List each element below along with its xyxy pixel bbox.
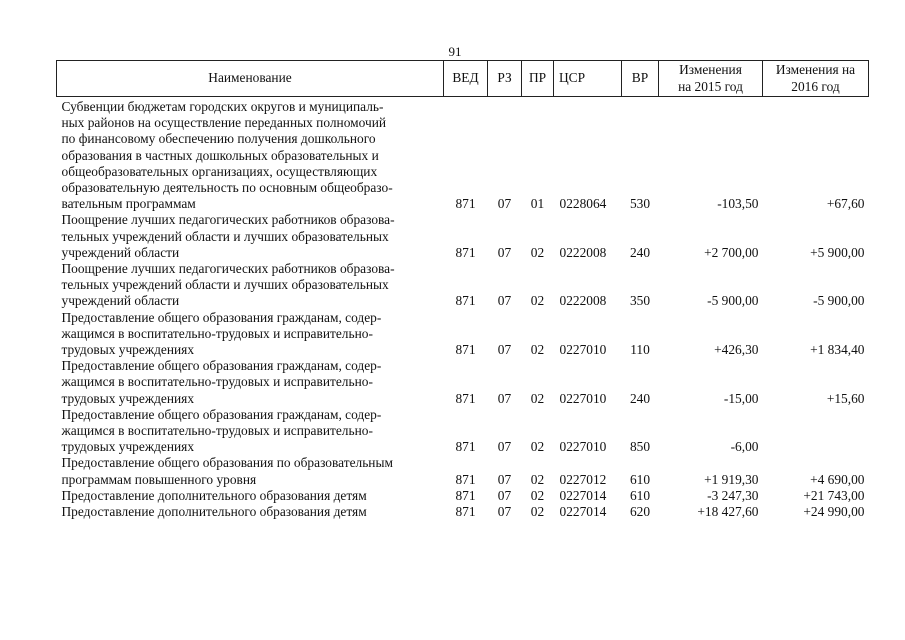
row-vr: 240 — [629, 390, 651, 406]
row-name-line: Поощрение лучших педагогических работников образова- — [61, 212, 395, 228]
row-pr: 02 — [530, 293, 545, 309]
row-name-line: трудовых учреждениях — [61, 439, 195, 455]
row-rz: 07 — [497, 390, 512, 406]
header-change-2016 — [763, 61, 869, 97]
row-rz: 07 — [497, 504, 512, 520]
row-pr: 02 — [530, 471, 545, 487]
header-change-2016-line2: 2016 год — [791, 78, 840, 94]
row-ved: 871 — [455, 244, 476, 260]
row-name-line: Предоставление общего образования гражданам, содер- — [61, 309, 382, 325]
row-ved: 871 — [455, 196, 476, 212]
row-csr: 0227010 — [559, 439, 607, 455]
row-change-2016: +24 990,00 — [803, 504, 865, 520]
budget-table — [56, 60, 869, 520]
row-change-2016: -5 900,00 — [813, 293, 865, 309]
row-name — [57, 407, 444, 456]
header-pr: ПР — [522, 61, 554, 97]
table-body — [57, 97, 869, 521]
row-change-2016: +15,60 — [826, 390, 865, 406]
row-csr: 0228064 — [559, 196, 607, 212]
row-csr: 0227014 — [559, 504, 607, 520]
row-name — [57, 212, 444, 261]
row-vr: 620 — [629, 504, 651, 520]
table-row — [57, 212, 869, 261]
header-vr: ВР — [622, 61, 659, 97]
row-name-line: Предоставление общего образования по образовательным — [61, 455, 393, 471]
row-rz: 07 — [497, 293, 512, 309]
row-vr: 110 — [630, 342, 650, 358]
table-row — [57, 358, 869, 407]
row-name-line: тельных учреждений области и лучших образовательных — [61, 277, 389, 293]
row-rz: 07 — [497, 196, 512, 212]
row-csr: 0227012 — [559, 471, 607, 487]
row-pr: 02 — [530, 342, 545, 358]
header-csr: ЦСР — [554, 61, 622, 97]
row-vr: 610 — [629, 471, 651, 487]
row-change-2016: +5 900,00 — [810, 244, 865, 260]
row-ved: 871 — [455, 504, 476, 520]
row-ved: 871 — [455, 487, 476, 503]
row-name-line: учреждений области — [61, 244, 180, 260]
row-change-2015: +18 427,60 — [697, 504, 759, 520]
row-ved: 871 — [455, 439, 476, 455]
row-pr: 02 — [530, 244, 545, 260]
row-rz: 07 — [497, 342, 512, 358]
row-name — [57, 488, 444, 504]
row-csr: 0227010 — [559, 342, 607, 358]
row-vr: 350 — [629, 293, 651, 309]
row-name-line: общеобразовательных организациях, осуществляющих — [61, 163, 378, 179]
row-rz: 07 — [497, 487, 512, 503]
row-name-line: Предоставление дополнительного образования детям — [61, 504, 367, 520]
row-name — [57, 358, 444, 407]
row-change-2015: +2 700,00 — [704, 244, 759, 260]
row-name-line: ных районов на осуществление переданных полномочий — [61, 115, 387, 131]
row-change-2016: +1 834,40 — [810, 342, 865, 358]
row-vr: 530 — [629, 196, 651, 212]
header-name: Наименование — [57, 61, 444, 97]
row-csr: 0222008 — [559, 293, 607, 309]
row-ved: 871 — [455, 390, 476, 406]
row-change-2015: -103,50 — [717, 196, 759, 212]
row-rz: 07 — [497, 244, 512, 260]
row-rz: 07 — [497, 471, 512, 487]
row-vr: 610 — [629, 487, 651, 503]
row-change-2016: +21 743,00 — [803, 487, 865, 503]
row-pr: 02 — [530, 390, 545, 406]
row-change-2015: -15,00 — [723, 390, 759, 406]
row-change-2016 — [763, 407, 869, 456]
row-name-line: жащимся в воспитательно-трудовых и исправительно- — [61, 374, 373, 390]
header-rz: РЗ — [488, 61, 522, 97]
row-csr: 0227010 — [559, 390, 607, 406]
row-change-2015: -6,00 — [730, 439, 759, 455]
table-header-row — [57, 61, 869, 97]
row-name — [57, 99, 444, 212]
row-change-2015: -5 900,00 — [707, 293, 759, 309]
row-ved: 871 — [455, 293, 476, 309]
row-change-2015: +426,30 — [714, 342, 759, 358]
row-name-line: образования в частных дошкольных образовательных и — [61, 147, 379, 163]
row-ved: 871 — [455, 342, 476, 358]
row-name-line: Предоставление общего образования гражданам, содер- — [61, 358, 382, 374]
row-name — [57, 261, 444, 310]
row-rz: 07 — [497, 439, 512, 455]
row-pr: 02 — [530, 504, 545, 520]
row-change-2015: +1 919,30 — [704, 471, 759, 487]
row-pr: 01 — [530, 196, 545, 212]
row-change-2015: -3 247,30 — [707, 487, 759, 503]
row-name — [57, 455, 444, 487]
table-row — [57, 310, 869, 359]
row-name-line: вательным программам — [61, 196, 196, 212]
row-name-line: по финансовому обеспечению получения дошкольного — [61, 131, 376, 147]
row-pr: 02 — [530, 439, 545, 455]
row-csr: 0222008 — [559, 244, 607, 260]
row-name — [57, 310, 444, 359]
row-name-line: Предоставление общего образования гражданам, содер- — [61, 406, 382, 422]
row-name-line: трудовых учреждениях — [61, 342, 195, 358]
row-name-line: жащимся в воспитательно-трудовых и исправительно- — [61, 423, 373, 439]
row-change-2016: +4 690,00 — [810, 471, 865, 487]
row-name-line: тельных учреждений области и лучших образовательных — [61, 228, 389, 244]
row-csr: 0227014 — [559, 487, 607, 503]
row-change-2016: +67,60 — [826, 196, 865, 212]
row-pr: 02 — [530, 487, 545, 503]
table-row — [57, 407, 869, 456]
header-change-2015-line2: на 2015 год — [678, 78, 743, 94]
header-change-2015-line1: Изменения — [679, 62, 742, 78]
table-row — [57, 99, 869, 212]
row-name-line: Предоставление дополнительного образования детям — [61, 487, 367, 503]
table-row — [57, 261, 869, 310]
table-row — [57, 504, 869, 520]
table-row — [57, 455, 869, 487]
header-ved: ВЕД — [444, 61, 488, 97]
row-name-line: Поощрение лучших педагогических работников образова- — [61, 261, 395, 277]
header-change-2015 — [659, 61, 763, 97]
row-name-line: жащимся в воспитательно-трудовых и исправительно- — [61, 325, 373, 341]
row-name-line: образовательную деятельность по основным общеобразо- — [61, 180, 393, 196]
row-vr: 240 — [629, 244, 651, 260]
row-ved: 871 — [455, 471, 476, 487]
row-name-line: учреждений области — [61, 293, 180, 309]
row-vr: 850 — [629, 439, 651, 455]
header-change-2016-line1: Изменения на — [775, 62, 856, 78]
table-row — [57, 488, 869, 504]
page-number: 91 — [448, 44, 462, 59]
row-name-line: Субвенции бюджетам городских округов и муниципаль- — [61, 99, 384, 114]
row-name-line: трудовых учреждениях — [61, 390, 195, 406]
row-name-line: программам повышенного уровня — [61, 471, 257, 487]
row-name — [57, 504, 444, 520]
